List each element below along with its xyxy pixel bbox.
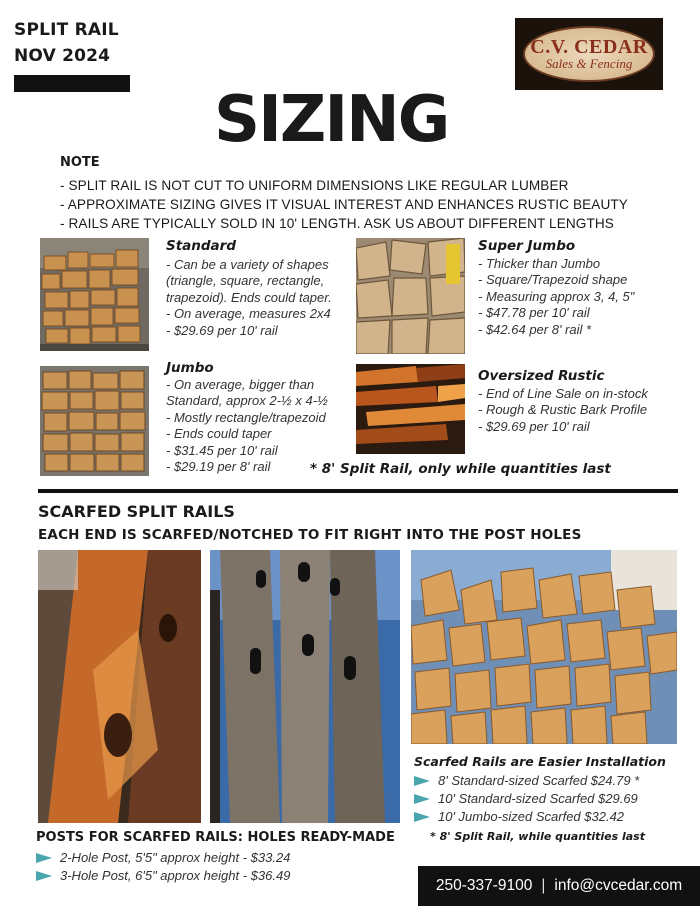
oversized-heading: Oversized Rustic	[478, 368, 605, 384]
jumbo-heading: Jumbo	[166, 360, 214, 376]
super-jumbo-line: - Square/Trapezoid shape	[478, 272, 628, 288]
standard-line: - $29.69 per 10' rail	[166, 322, 278, 338]
jumbo-line: - On average, bigger than	[166, 377, 315, 392]
scarfed-price-item: 10' Jumbo-sized Scarfed $32.42	[414, 808, 639, 826]
jumbo-line: - Mostly rectangle/trapezoid	[166, 409, 326, 425]
logo-name: C.V. CEDAR	[530, 36, 648, 58]
arrow-right-icon	[414, 776, 430, 786]
standard-line: - Can be a variety of shapes	[166, 257, 329, 272]
standard-rail-photo	[40, 238, 149, 351]
contact-separator: |	[541, 877, 546, 894]
standard-details	[166, 257, 332, 339]
arrow-right-icon	[414, 812, 430, 822]
super-jumbo-line: - $47.78 per 10' rail	[478, 305, 590, 321]
header-bar	[14, 75, 130, 92]
contact-bar	[418, 866, 700, 906]
posts-heading: POSTS FOR SCARFED RAILS: HOLES READY-MADE	[36, 830, 395, 845]
email-address[interactable]: info@cvcedar.com	[554, 877, 683, 894]
scarfed-price-list	[414, 772, 639, 826]
oversized-rustic-photo	[356, 364, 465, 454]
oversized-line: - End of Line Sale on in-stock	[478, 386, 648, 401]
post-price-item: 3-Hole Post, 6'5" approx height - $36.49	[36, 867, 290, 885]
jumbo-line: - Ends could taper	[166, 426, 272, 442]
scarfed-price-item: 10' Standard-sized Scarfed $29.69	[414, 790, 639, 808]
super-jumbo-line: - Thicker than Jumbo	[478, 256, 601, 271]
standard-line: - On average, measures 2x4	[166, 306, 331, 322]
arrow-right-icon	[414, 794, 430, 804]
oversized-details	[478, 386, 648, 435]
logo-tagline: Sales & Fencing	[545, 56, 633, 71]
scarfed-price-item: 8' Standard-sized Scarfed $24.79 *	[414, 772, 639, 790]
super-jumbo-line: - Measuring approx 3, 4, 5"	[478, 288, 635, 304]
post-price-item: 2-Hole Post, 5'5" approx height - $33.24	[36, 849, 290, 867]
super-jumbo-line: - $42.64 per 8' rail *	[478, 321, 592, 337]
standard-heading: Standard	[166, 238, 236, 254]
note-line: - APPROXIMATE SIZING GIVES IT VISUAL INTEREST AND ENHANCES RUSTIC BEAUTY	[60, 197, 628, 212]
scarfed-subheading: EACH END IS SCARFED/NOTCHED TO FIT RIGHT INTO THE POST HOLES	[38, 527, 582, 543]
note-heading: NOTE	[60, 155, 100, 170]
standard-line: trapezoid). Ends could taper.	[166, 289, 332, 305]
scarfed-footnote: * 8' Split Rail, while quantities last	[430, 830, 645, 843]
jumbo-rail-photo	[40, 366, 149, 476]
note-line: - RAILS ARE TYPICALLY SOLD IN 10' LENGTH. ASK US ABOUT DIFFERENT LENGTHS	[60, 216, 614, 231]
products-footnote: * 8' Split Rail, only while quantities last	[310, 461, 611, 477]
scarfed-rail-photo	[38, 550, 201, 823]
scarfed-pile-photo	[411, 550, 677, 744]
super-jumbo-heading: Super Jumbo	[478, 238, 576, 254]
arrow-right-icon	[36, 871, 52, 881]
scarfed-post-photo	[210, 550, 400, 823]
super-jumbo-rail-photo	[356, 238, 465, 354]
jumbo-line: - $29.19 per 8' rail	[166, 459, 271, 475]
page-title: SIZING	[214, 83, 449, 157]
note-line: - SPLIT RAIL IS NOT CUT TO UNIFORM DIMENSIONS LIKE REGULAR LUMBER	[60, 178, 569, 193]
super-jumbo-details	[478, 256, 634, 338]
posts-price-list	[36, 849, 290, 885]
section-divider	[38, 489, 678, 493]
header-line-1: SPLIT RAIL	[14, 20, 119, 40]
jumbo-details	[166, 377, 328, 475]
arrow-right-icon	[36, 853, 52, 863]
oversized-line: - $29.69 per 10' rail	[478, 418, 590, 434]
jumbo-line: Standard, approx 2-½ x 4-½	[166, 393, 328, 409]
header-line-2: NOV 2024	[14, 46, 111, 66]
oversized-line: - Rough & Rustic Bark Profile	[478, 402, 648, 418]
standard-line: (triangle, square, rectangle,	[166, 273, 325, 289]
jumbo-line: - $31.45 per 10' rail	[166, 442, 278, 458]
phone-number[interactable]: 250-337-9100	[435, 877, 533, 894]
scarfed-install-heading: Scarfed Rails are Easier Installation	[414, 754, 666, 769]
scarfed-heading: SCARFED SPLIT RAILS	[38, 502, 235, 521]
company-logo	[515, 18, 663, 90]
